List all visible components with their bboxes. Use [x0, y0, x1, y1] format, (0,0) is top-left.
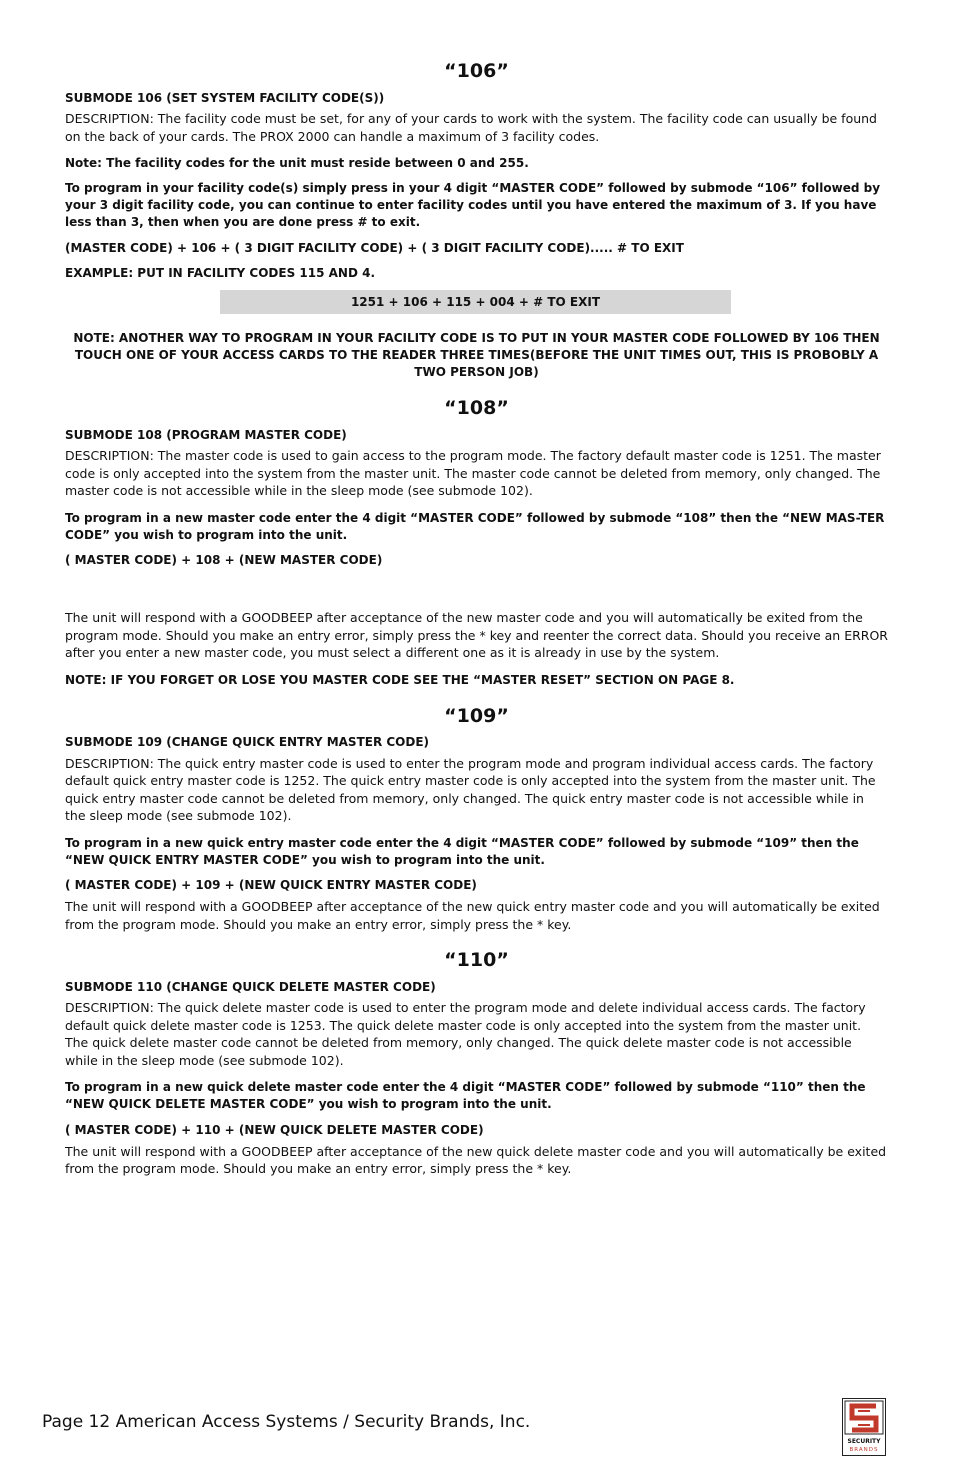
formula: (MASTER CODE) + 106 + ( 3 DIGIT FACILITY CODE) + ( 3 DIGIT FACILITY CODE)..... # TO EXIT [65, 240, 684, 255]
section-110 [65, 949, 888, 1177]
example-box: 1251 + 106 + 115 + 004 + # TO EXIT [220, 290, 731, 314]
page-content [65, 60, 888, 1188]
note: NOTE: IF YOU FORGET OR LOSE YOU MASTER CODE SEE THE “MASTER RESET” SECTION ON PAGE 8. [65, 672, 735, 687]
section-heading: “106” [444, 60, 509, 82]
logo-text-brands: BRANDS [849, 1447, 879, 1453]
description: DESCRIPTION: The facility code must be set, for any of your cards to work with the system. The facility code can usually be found on the back of your cards. The PROX 2000 can handle a maximum of 3 facility codes. [65, 111, 877, 144]
description: DESCRIPTION: The master code is used to gain access to the program mode. The factory default master code is 1251. The master code is only accepted into the system from the master unit. The master code cannot be deleted from memory, only changed. The master code is not accessible while in the sleep mode (see submode 102). [65, 448, 881, 499]
response: The unit will respond with a GOODBEEP after acceptance of the new master code and you will automatically be exited from the program mode. Should you make an entry error, simply press the * key and reenter the correct data. Should you receive an ERROR after you enter a new master code, you must select a different one as it is already in use by the system. [65, 610, 888, 661]
formula: ( MASTER CODE) + 110 + (NEW QUICK DELETE MASTER CODE) [65, 1122, 484, 1137]
description: DESCRIPTION: The quick entry master code is used to enter the program mode and program individual access cards. The factory default quick entry master code is 1252. The quick entry master code is only accepted into the system from the master unit. The quick entry master code cannot be deleted from memory, only changed. The quick entry master code is not accessible while in the sleep mode (see submode 102). [65, 755, 876, 824]
note: NOTE: ANOTHER WAY TO PROGRAM IN YOUR FACILITY CODE IS TO PUT IN YOUR MASTER CODE FOLLOWED BY 106 THEN TOUCH ONE OF YOUR ACCESS CARDS TO THE READER THREE TIMES(BEFORE THE UNIT TIMES OUT, THIS IS PROBOBLY A TWO PERSON JOB) [73, 330, 880, 380]
formula: ( MASTER CODE) + 109 + (NEW QUICK ENTRY MASTER CODE) [65, 878, 477, 893]
section-heading: “108” [444, 397, 509, 420]
instruction: To program in your facility code(s) simply press in your 4 digit “MASTER CODE” followed by submode “106” followed by your 3 digit facility code, you can continue to enter facility codes until you have entered the maximum of 3. If you have less than 3, then when you are done press # to exit. [65, 181, 881, 230]
submode-title: SUBMODE 106 (SET SYSTEM FACILITY CODE(S)) [65, 90, 385, 105]
description: DESCRIPTION: The quick delete master code is used to enter the program mode and delete individual access cards. The factory default quick delete master code is 1253. The quick delete master code is only accepted into the system from the master unit. The quick delete master code cannot be deleted from memory, only changed. The quick delete master code is not accessible while in the sleep mode (see submode 102). [65, 1000, 866, 1068]
spacer [65, 577, 888, 609]
logo-text-security: SECURITY [847, 1438, 881, 1445]
note: Note: The facility codes for the unit must reside between 0 and 255. [65, 156, 529, 171]
security-brands-logo-icon [842, 1398, 886, 1456]
formula: ( MASTER CODE) + 108 + (NEW MASTER CODE) [65, 553, 383, 568]
page-footer: Page 12 American Access Systems / Security Brands, Inc. [42, 1412, 531, 1432]
instruction: To program in a new quick delete master code enter the 4 digit “MASTER CODE” followed by submode “110” then the “NEW QUICK DELETE MASTER CODE” you wish to program into the unit. [65, 1080, 866, 1112]
section-109 [65, 705, 888, 933]
instruction: To program in a new quick entry master code enter the 4 digit “MASTER CODE” followed by submode “109” then the “NEW QUICK ENTRY MASTER CODE” you wish to program into the unit. [65, 835, 859, 867]
submode-title: SUBMODE 110 (CHANGE QUICK DELETE MASTER CODE) [65, 979, 436, 994]
section-heading: “109” [444, 704, 509, 727]
instruction: To program in a new master code enter the 4 digit “MASTER CODE” followed by submode “108” then the “NEW MAS-TER CODE” you wish to program into the unit. [65, 510, 885, 542]
submode-title: SUBMODE 109 (CHANGE QUICK ENTRY MASTER CODE) [65, 735, 430, 750]
response: The unit will respond with a GOODBEEP after acceptance of the new quick entry master code and you will automatically be exited from the program mode. Should you make an entry error, simply press the * key. [65, 899, 880, 932]
section-heading: “110” [444, 949, 509, 972]
section-108 [65, 397, 888, 689]
example: EXAMPLE: PUT IN FACILITY CODES 115 AND 4. [65, 265, 376, 280]
section-106 [65, 60, 888, 381]
submode-title: SUBMODE 108 (PROGRAM MASTER CODE) [65, 427, 347, 442]
response: The unit will respond with a GOODBEEP after acceptance of the new quick delete master code and you will automatically be exited from the program mode. Should you make an entry error, simply press the * key. [65, 1143, 887, 1177]
